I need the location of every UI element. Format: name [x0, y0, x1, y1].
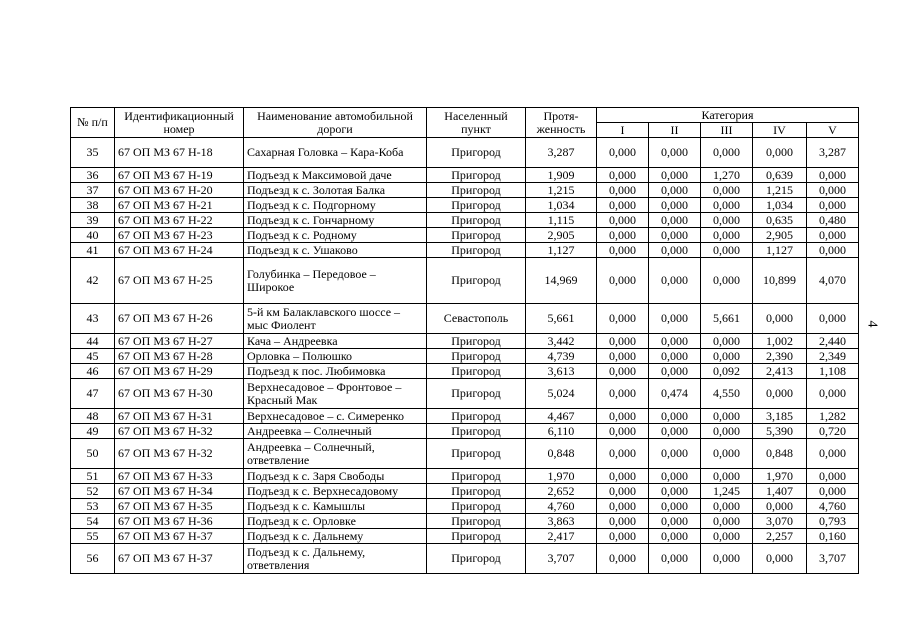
header-cat-2: II	[649, 123, 701, 138]
cat-1-value: 0,000	[597, 409, 649, 424]
settlement: Пригород	[427, 349, 526, 364]
row-number: 48	[71, 409, 115, 424]
cat-2-value: 0,000	[649, 183, 701, 198]
row-number: 50	[71, 439, 115, 469]
cat-1-value: 0,000	[597, 198, 649, 213]
cat-4-value: 3,070	[753, 514, 807, 529]
cat-4-value: 1,002	[753, 334, 807, 349]
cat-1-value: 0,000	[597, 168, 649, 183]
row-number: 47	[71, 379, 115, 409]
cat-5-value: 3,707	[807, 544, 859, 574]
cat-2-value: 0,000	[649, 424, 701, 439]
row-number: 37	[71, 183, 115, 198]
cat-3-value: 5,661	[701, 304, 753, 334]
road-length: 1,034	[526, 198, 597, 213]
table-row	[71, 544, 859, 574]
road-length: 3,287	[526, 138, 597, 168]
header-place: Населенный пункт	[427, 108, 526, 138]
header-num: № п/п	[71, 108, 115, 138]
cat-4-value: 2,390	[753, 349, 807, 364]
road-length: 1,127	[526, 243, 597, 258]
cat-4-value: 1,215	[753, 183, 807, 198]
settlement: Пригород	[427, 228, 526, 243]
road-id: 67 ОП МЗ 67 Н-32	[115, 439, 244, 469]
road-name: Подъезд к пос. Любимовка	[244, 364, 427, 379]
table-row	[71, 469, 859, 484]
road-id: 67 ОП МЗ 67 Н-21	[115, 198, 244, 213]
cat-4-value: 0,000	[753, 544, 807, 574]
row-number: 51	[71, 469, 115, 484]
cat-5-value: 0,160	[807, 529, 859, 544]
cat-1-value: 0,000	[597, 138, 649, 168]
settlement: Пригород	[427, 138, 526, 168]
row-number: 46	[71, 364, 115, 379]
cat-1-value: 0,000	[597, 349, 649, 364]
cat-3-value: 1,245	[701, 484, 753, 499]
road-length: 4,739	[526, 349, 597, 364]
road-name: Верхнесадовое – с. Симеренко	[244, 409, 427, 424]
settlement: Пригород	[427, 514, 526, 529]
row-number: 56	[71, 544, 115, 574]
cat-5-value: 0,480	[807, 213, 859, 228]
table-row	[71, 183, 859, 198]
cat-4-value: 1,034	[753, 198, 807, 213]
cat-1-value: 0,000	[597, 379, 649, 409]
header-cat-1: I	[597, 123, 649, 138]
cat-2-value: 0,000	[649, 258, 701, 304]
settlement: Пригород	[427, 243, 526, 258]
header-cat-3: III	[701, 123, 753, 138]
cat-4-value: 3,185	[753, 409, 807, 424]
road-length: 2,417	[526, 529, 597, 544]
table-row	[71, 349, 859, 364]
row-number: 41	[71, 243, 115, 258]
page-number: 4	[864, 320, 880, 328]
cat-5-value: 0,720	[807, 424, 859, 439]
road-name: Подъезд к с. Родному	[244, 228, 427, 243]
cat-2-value: 0,000	[649, 439, 701, 469]
road-id: 67 ОП МЗ 67 Н-34	[115, 484, 244, 499]
road-name: Подъезд к с. Дальнему	[244, 529, 427, 544]
road-id: 67 ОП МЗ 67 Н-28	[115, 349, 244, 364]
cat-5-value: 0,793	[807, 514, 859, 529]
cat-3-value: 1,270	[701, 168, 753, 183]
table-row	[71, 168, 859, 183]
road-id: 67 ОП МЗ 67 Н-24	[115, 243, 244, 258]
header-length: Протя-женность	[526, 108, 597, 138]
settlement: Пригород	[427, 544, 526, 574]
cat-2-value: 0,000	[649, 514, 701, 529]
table-row	[71, 484, 859, 499]
row-number: 53	[71, 499, 115, 514]
cat-4-value: 0,000	[753, 499, 807, 514]
row-number: 35	[71, 138, 115, 168]
row-number: 42	[71, 258, 115, 304]
road-id: 67 ОП МЗ 67 Н-37	[115, 544, 244, 574]
cat-5-value: 0,000	[807, 304, 859, 334]
header-cat-5: V	[807, 123, 859, 138]
cat-1-value: 0,000	[597, 258, 649, 304]
cat-3-value: 0,000	[701, 499, 753, 514]
cat-5-value: 0,000	[807, 439, 859, 469]
settlement: Пригород	[427, 379, 526, 409]
row-number: 39	[71, 213, 115, 228]
table-row	[71, 409, 859, 424]
table-row	[71, 424, 859, 439]
road-id: 67 ОП МЗ 67 Н-27	[115, 334, 244, 349]
cat-1-value: 0,000	[597, 424, 649, 439]
road-length: 3,863	[526, 514, 597, 529]
cat-4-value: 0,848	[753, 439, 807, 469]
settlement: Пригород	[427, 409, 526, 424]
settlement: Пригород	[427, 198, 526, 213]
road-length: 6,110	[526, 424, 597, 439]
road-id: 67 ОП МЗ 67 Н-22	[115, 213, 244, 228]
settlement: Пригород	[427, 424, 526, 439]
cat-2-value: 0,000	[649, 544, 701, 574]
cat-1-value: 0,000	[597, 484, 649, 499]
road-id: 67 ОП МЗ 67 Н-30	[115, 379, 244, 409]
roads-table	[70, 107, 859, 574]
cat-1-value: 0,000	[597, 243, 649, 258]
road-name: Подъезд к с. Заря Свободы	[244, 469, 427, 484]
cat-4-value: 0,000	[753, 138, 807, 168]
cat-3-value: 0,000	[701, 138, 753, 168]
cat-2-value: 0,000	[649, 213, 701, 228]
cat-3-value: 4,550	[701, 379, 753, 409]
cat-5-value: 0,000	[807, 379, 859, 409]
road-name: Верхнесадовое – Фронтовое – Красный Мак	[244, 379, 427, 409]
cat-5-value: 0,000	[807, 469, 859, 484]
road-id: 67 ОП МЗ 67 Н-33	[115, 469, 244, 484]
road-name: Кача – Андреевка	[244, 334, 427, 349]
table-row	[71, 304, 859, 334]
road-id: 67 ОП МЗ 67 Н-35	[115, 499, 244, 514]
road-id: 67 ОП МЗ 67 Н-18	[115, 138, 244, 168]
row-number: 54	[71, 514, 115, 529]
road-length: 1,909	[526, 168, 597, 183]
road-name: Подъезд к с. Камышлы	[244, 499, 427, 514]
road-name: Подъезд к с. Верхнесадовому	[244, 484, 427, 499]
cat-3-value: 0,092	[701, 364, 753, 379]
road-id: 67 ОП МЗ 67 Н-23	[115, 228, 244, 243]
cat-3-value: 0,000	[701, 544, 753, 574]
cat-5-value: 4,070	[807, 258, 859, 304]
cat-2-value: 0,000	[649, 529, 701, 544]
cat-2-value: 0,000	[649, 484, 701, 499]
cat-4-value: 0,635	[753, 213, 807, 228]
cat-4-value: 1,970	[753, 469, 807, 484]
settlement: Пригород	[427, 469, 526, 484]
cat-3-value: 0,000	[701, 228, 753, 243]
cat-1-value: 0,000	[597, 544, 649, 574]
road-name: Андреевка – Солнечный	[244, 424, 427, 439]
road-name: Подъезд к с. Гончарному	[244, 213, 427, 228]
table-row	[71, 514, 859, 529]
road-name: Андреевка – Солнечный, ответвление	[244, 439, 427, 469]
cat-3-value: 0,000	[701, 198, 753, 213]
cat-3-value: 0,000	[701, 409, 753, 424]
table-row	[71, 439, 859, 469]
cat-5-value: 2,349	[807, 349, 859, 364]
road-name: Подъезд к с. Дальнему, ответвления	[244, 544, 427, 574]
row-number: 40	[71, 228, 115, 243]
cat-3-value: 0,000	[701, 334, 753, 349]
cat-5-value: 0,000	[807, 243, 859, 258]
cat-5-value: 0,000	[807, 198, 859, 213]
row-number: 49	[71, 424, 115, 439]
cat-5-value: 0,000	[807, 168, 859, 183]
cat-1-value: 0,000	[597, 364, 649, 379]
settlement: Пригород	[427, 258, 526, 304]
cat-5-value: 2,440	[807, 334, 859, 349]
cat-2-value: 0,000	[649, 409, 701, 424]
cat-2-value: 0,000	[649, 349, 701, 364]
cat-2-value: 0,000	[649, 304, 701, 334]
table-row	[71, 379, 859, 409]
table-header	[71, 108, 859, 138]
cat-4-value: 0,000	[753, 304, 807, 334]
table-row	[71, 228, 859, 243]
cat-2-value: 0,000	[649, 499, 701, 514]
cat-2-value: 0,000	[649, 228, 701, 243]
cat-4-value: 2,413	[753, 364, 807, 379]
header-category: Категория	[597, 108, 859, 123]
row-number: 45	[71, 349, 115, 364]
road-length: 4,467	[526, 409, 597, 424]
road-id: 67 ОП МЗ 67 Н-32	[115, 424, 244, 439]
cat-5-value: 4,760	[807, 499, 859, 514]
road-length: 5,024	[526, 379, 597, 409]
cat-3-value: 0,000	[701, 469, 753, 484]
cat-1-value: 0,000	[597, 529, 649, 544]
road-name: Подъезд к Максимовой даче	[244, 168, 427, 183]
cat-2-value: 0,000	[649, 168, 701, 183]
road-id: 67 ОП МЗ 67 Н-26	[115, 304, 244, 334]
road-name: Сахарная Головка – Кара-Коба	[244, 138, 427, 168]
settlement: Пригород	[427, 213, 526, 228]
cat-3-value: 0,000	[701, 349, 753, 364]
cat-2-value: 0,474	[649, 379, 701, 409]
cat-4-value: 0,639	[753, 168, 807, 183]
cat-2-value: 0,000	[649, 364, 701, 379]
road-length: 5,661	[526, 304, 597, 334]
row-number: 44	[71, 334, 115, 349]
cat-1-value: 0,000	[597, 514, 649, 529]
road-id: 67 ОП МЗ 67 Н-20	[115, 183, 244, 198]
cat-4-value: 10,899	[753, 258, 807, 304]
cat-1-value: 0,000	[597, 334, 649, 349]
cat-5-value: 0,000	[807, 484, 859, 499]
table-row	[71, 499, 859, 514]
road-length: 2,652	[526, 484, 597, 499]
cat-4-value: 2,905	[753, 228, 807, 243]
cat-1-value: 0,000	[597, 499, 649, 514]
cat-3-value: 0,000	[701, 213, 753, 228]
cat-1-value: 0,000	[597, 469, 649, 484]
cat-5-value: 3,287	[807, 138, 859, 168]
settlement: Пригород	[427, 439, 526, 469]
cat-1-value: 0,000	[597, 439, 649, 469]
table-row	[71, 198, 859, 213]
cat-3-value: 0,000	[701, 258, 753, 304]
road-name: Подъезд к с. Подгорному	[244, 198, 427, 213]
settlement: Пригород	[427, 183, 526, 198]
road-name: Подъезд к с. Орловке	[244, 514, 427, 529]
settlement: Пригород	[427, 364, 526, 379]
settlement: Пригород	[427, 484, 526, 499]
road-id: 67 ОП МЗ 67 Н-19	[115, 168, 244, 183]
road-name: Голубинка – Передовое – Широкое	[244, 258, 427, 304]
settlement: Пригород	[427, 168, 526, 183]
cat-3-value: 0,000	[701, 183, 753, 198]
table-row	[71, 138, 859, 168]
cat-4-value: 0,000	[753, 379, 807, 409]
road-length: 3,442	[526, 334, 597, 349]
road-length: 3,613	[526, 364, 597, 379]
cat-5-value: 1,108	[807, 364, 859, 379]
cat-3-value: 0,000	[701, 514, 753, 529]
road-name: Подъезд к с. Золотая Балка	[244, 183, 427, 198]
road-id: 67 ОП МЗ 67 Н-37	[115, 529, 244, 544]
row-number: 38	[71, 198, 115, 213]
road-length: 0,848	[526, 439, 597, 469]
cat-3-value: 0,000	[701, 529, 753, 544]
settlement: Пригород	[427, 499, 526, 514]
cat-4-value: 1,407	[753, 484, 807, 499]
cat-3-value: 0,000	[701, 243, 753, 258]
row-number: 36	[71, 168, 115, 183]
road-name: Орловка – Полюшко	[244, 349, 427, 364]
road-length: 1,215	[526, 183, 597, 198]
cat-2-value: 0,000	[649, 138, 701, 168]
cat-5-value: 1,282	[807, 409, 859, 424]
road-id: 67 ОП МЗ 67 Н-31	[115, 409, 244, 424]
road-id: 67 ОП МЗ 67 Н-36	[115, 514, 244, 529]
cat-5-value: 0,000	[807, 228, 859, 243]
settlement: Пригород	[427, 529, 526, 544]
header-cat-4: IV	[753, 123, 807, 138]
row-number: 43	[71, 304, 115, 334]
road-id: 67 ОП МЗ 67 Н-25	[115, 258, 244, 304]
cat-1-value: 0,000	[597, 213, 649, 228]
cat-4-value: 5,390	[753, 424, 807, 439]
road-length: 14,969	[526, 258, 597, 304]
table-row	[71, 213, 859, 228]
road-name: 5-й км Балаклавского шоссе – мыс Фиолент	[244, 304, 427, 334]
cat-1-value: 0,000	[597, 183, 649, 198]
cat-2-value: 0,000	[649, 243, 701, 258]
cat-4-value: 2,257	[753, 529, 807, 544]
table-body	[71, 138, 859, 574]
cat-5-value: 0,000	[807, 183, 859, 198]
cat-3-value: 0,000	[701, 439, 753, 469]
road-length: 4,760	[526, 499, 597, 514]
road-id: 67 ОП МЗ 67 Н-29	[115, 364, 244, 379]
road-length: 1,115	[526, 213, 597, 228]
table-row	[71, 529, 859, 544]
settlement: Пригород	[427, 334, 526, 349]
cat-4-value: 1,127	[753, 243, 807, 258]
settlement: Севастополь	[427, 304, 526, 334]
cat-2-value: 0,000	[649, 334, 701, 349]
cat-2-value: 0,000	[649, 198, 701, 213]
table-row	[71, 243, 859, 258]
road-name: Подъезд к с. Ушаково	[244, 243, 427, 258]
cat-1-value: 0,000	[597, 228, 649, 243]
header-id: Идентификационный номер	[115, 108, 244, 138]
road-length: 1,970	[526, 469, 597, 484]
road-length: 2,905	[526, 228, 597, 243]
cat-1-value: 0,000	[597, 304, 649, 334]
table-row	[71, 334, 859, 349]
cat-2-value: 0,000	[649, 469, 701, 484]
row-number: 55	[71, 529, 115, 544]
header-name: Наименование автомобильной дороги	[244, 108, 427, 138]
table-row	[71, 364, 859, 379]
cat-3-value: 0,000	[701, 424, 753, 439]
table-row	[71, 258, 859, 304]
row-number: 52	[71, 484, 115, 499]
road-length: 3,707	[526, 544, 597, 574]
